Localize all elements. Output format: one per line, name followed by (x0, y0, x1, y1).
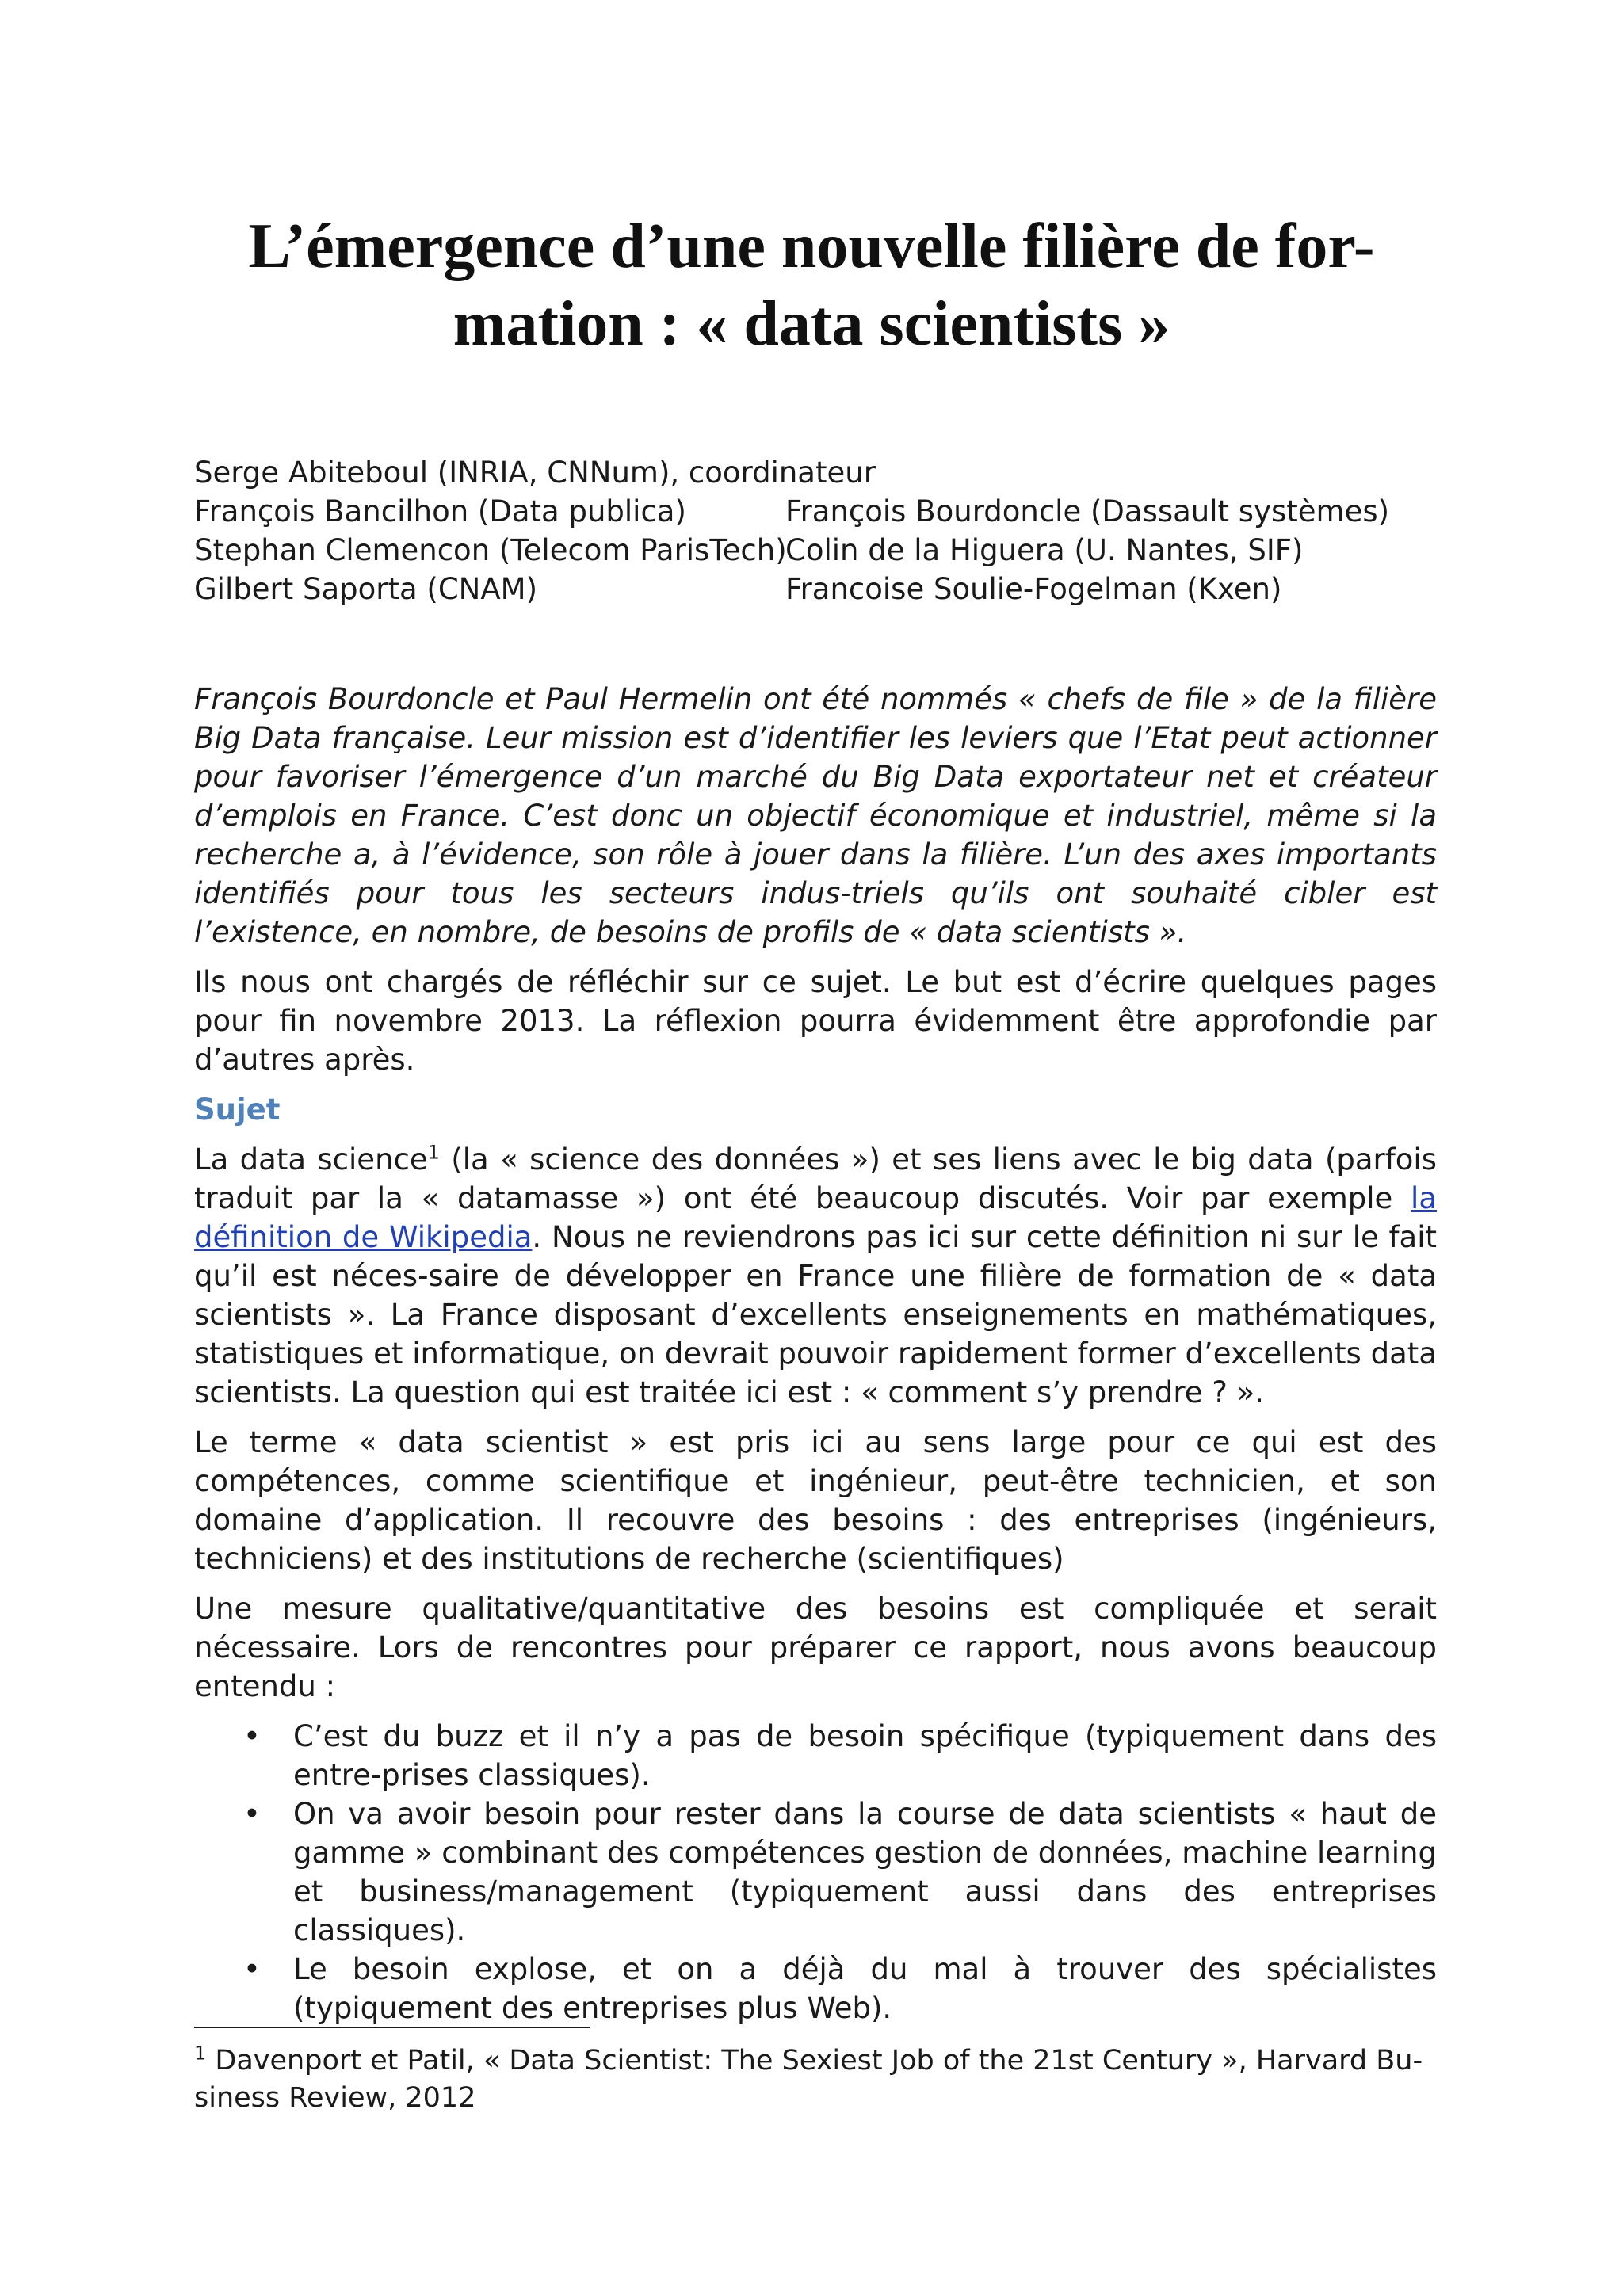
list-item-text: Le besoin explose, et on a déjà du mal à trouver des spécialistes (typiquement des entreprises plus Web). (293, 1952, 1437, 2025)
footnote-separator (194, 2027, 590, 2028)
mandate-paragraph: Ils nous ont chargés de réfléchir sur ce sujet. Le but est d’écrire quelques pages pour fin novembre 2013. La réflexion pourra évidemment être approfondie par d’autres après. (194, 965, 1437, 1077)
author-row (194, 531, 1462, 570)
list-item (194, 1950, 1437, 2027)
sujet-text-2: (la « science des données ») et ses liens avec le big data (parfois traduit par la « datamasse ») ont été beaucoup discutés. Voir par exemple (194, 1142, 1437, 1215)
sujet-text-3: . Nous ne reviendrons pas ici sur cette définition ni sur le fait qu’il est néces-saire de développer en France une filière de formation de « data scientists ». La France disposant d’excellents enseignements en mathématiques, statistiques et informatique, on devrait pouvoir rapidement former d’excellents data scientists. La question qui est traitée ici est : « comment s’y prendre ? ». (194, 1220, 1437, 1409)
list-item-text: On va avoir besoin pour rester dans la course de data scientists « haut de gamme » combinant des compétences gestion de données, machine learning et business/management (typiquement aussi dans des entreprises classiques). (293, 1797, 1437, 1947)
author-row-coordinator (194, 453, 1462, 492)
footnote-number: 1 (194, 2042, 207, 2065)
bullet-icon: • (243, 1952, 261, 1986)
author-row (194, 570, 1462, 608)
document-title: L’émergence d’une nouvelle filière de for-mation : « data scientists » (248, 212, 1375, 359)
wikipedia-definition-link[interactable]: la définition de Wikipedia (194, 1181, 1437, 1254)
bullet-icon: • (243, 1797, 261, 1831)
footnote-reference[interactable]: 1 (427, 1141, 440, 1164)
author-name: Gilbert Saporta (CNAM) (194, 572, 538, 606)
footnote (194, 2042, 1437, 2117)
author-name: François Bourdoncle (Dassault systèmes) (785, 494, 1390, 528)
author-name: Colin de la Higuera (U. Nantes, SIF) (785, 533, 1304, 567)
author-name: Francoise Soulie-Fogelman (Kxen) (785, 572, 1282, 606)
list-item (194, 1717, 1437, 1794)
author-name: François Bancilhon (Data publica) (194, 494, 686, 528)
author-list (194, 453, 1462, 608)
footnote-text: Davenport et Patil, « Data Scientist: The Sexiest Job of the 21st Century », Harvard Bu-siness Review, 2012 (194, 2045, 1423, 2114)
sujet-paragraph (194, 1140, 1437, 1412)
author-name: Stephan Clemencon (Telecom ParisTech) (194, 533, 787, 567)
sujet-text-1: La data science (194, 1142, 428, 1177)
list-item (194, 1794, 1437, 1950)
terme-paragraph: Le terme « data scientist » est pris ici au sens large pour ce qui est des compétences, comme scientifique et ingénieur, peut-être technicien, et son domaine d’application. Il recouvre des besoins : des entreprises (ingénieurs, techniciens) et des institutions de recherche (scientifiques) (194, 1425, 1437, 1576)
section-heading-sujet: Sujet (194, 1093, 281, 1127)
needs-bullet-list (194, 1717, 1437, 2027)
bullet-icon: • (243, 1719, 261, 1753)
intro-paragraph: François Bourdoncle et Paul Hermelin ont été nommés « chefs de file » de la filière Big Data française. Leur mission est d’identifier les leviers que l’Etat peut actionner pour favoriser l’émergence d’un marché du Big Data exportateur net et créateur d’emplois en France. C’est donc un objectif économique et industriel, même si la recherche a, à l’évidence, son rôle à jouer dans la filière. L’un des axes importants identifiés pour tous les secteurs indus-triels qu’ils ont souhaité cibler est l’existence, en nombre, de besoins de profils de « data scientists ». (194, 682, 1437, 949)
mesure-paragraph: Une mesure qualitative/quantitative des besoins est compliquée et serait nécessaire. Lors de rencontres pour préparer ce rapport, nous avons beaucoup entendu : (194, 1592, 1437, 1703)
document-body (194, 680, 1437, 2027)
author-coordinator: Serge Abiteboul (INRIA, CNNum), coordinateur (194, 456, 876, 490)
list-item-text: C’est du buzz et il n’y a pas de besoin spécifique (typiquement dans des entre-prises classiques). (293, 1719, 1437, 1792)
author-row (194, 492, 1462, 531)
